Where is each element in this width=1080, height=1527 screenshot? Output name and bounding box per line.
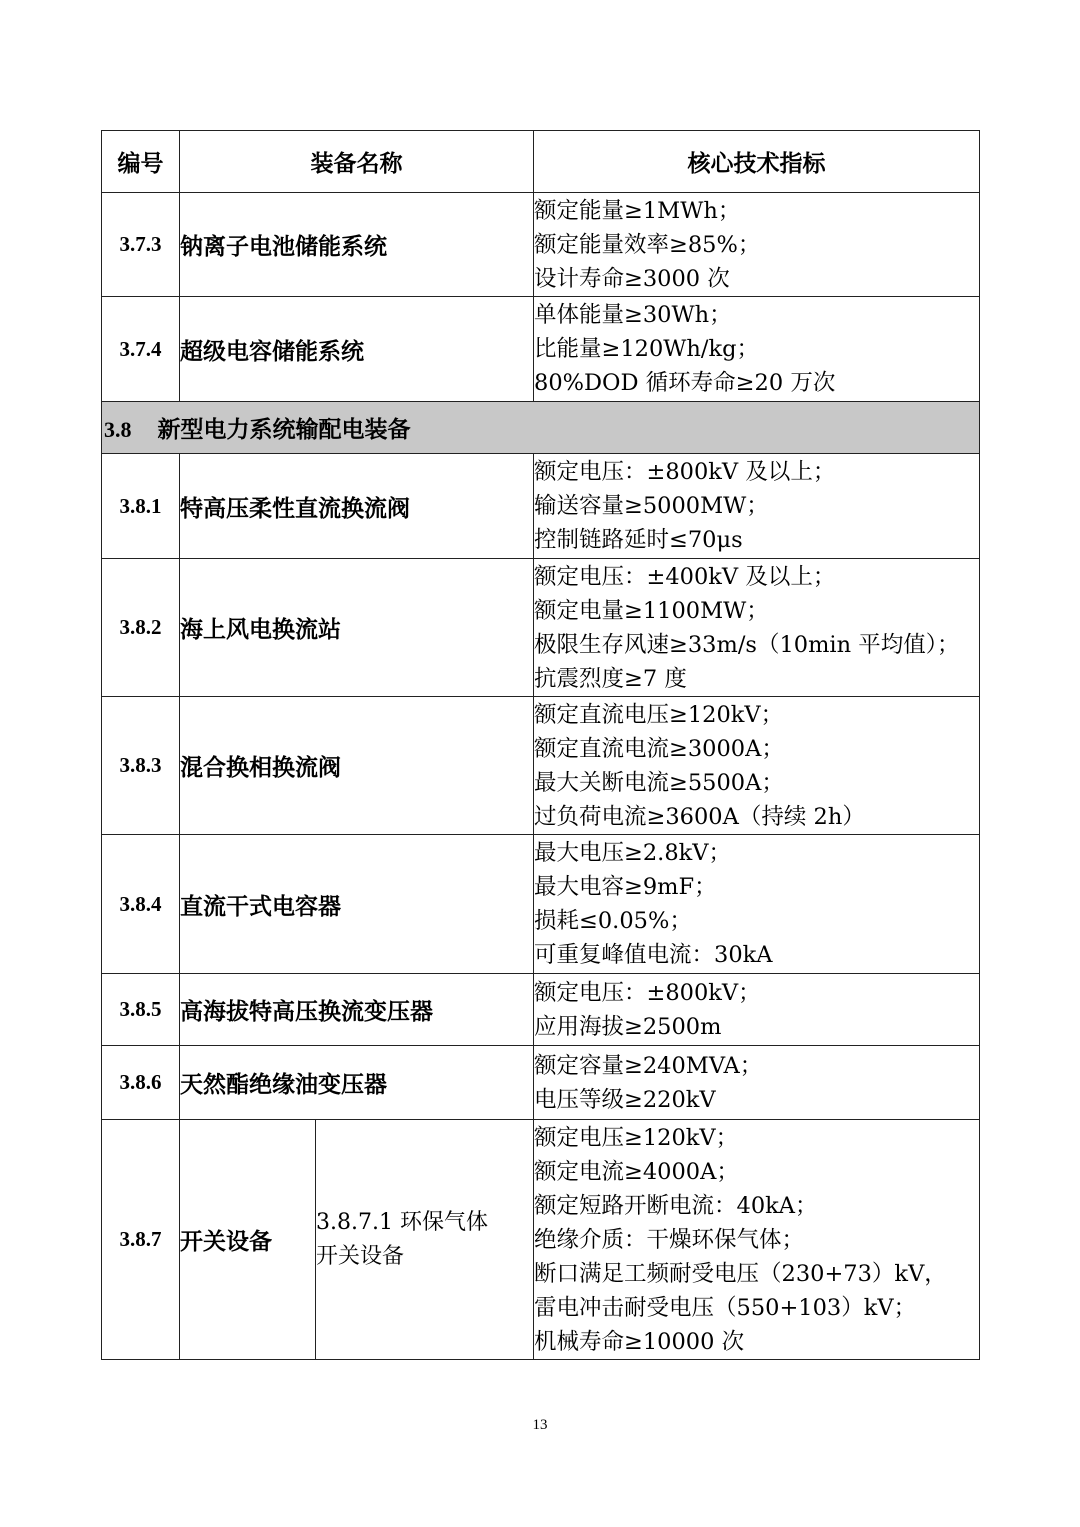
spec-line: 额定电压：±800kV； (534, 979, 761, 1006)
spec-line: 可重复峰值电流：30kA (534, 942, 773, 968)
spec-line: 最大关断电流≥5500A； (534, 769, 784, 796)
row-specs (534, 297, 980, 402)
table-row (102, 193, 980, 297)
table-row (102, 454, 980, 559)
spec-line: 额定电压：±800kV 及以上； (534, 459, 836, 485)
spec-line: 抗震烈度≥7 度 (534, 665, 687, 692)
row-specs (534, 697, 980, 835)
row-specs (534, 974, 980, 1046)
spec-line: 最大电容≥9mF； (534, 874, 717, 900)
table-row (102, 559, 980, 697)
spec-line: 最大电压≥2.8kV； (534, 840, 732, 866)
spec-line: 额定电压：±400kV 及以上； (534, 563, 836, 590)
row-code: 3.8.5 (102, 974, 180, 1046)
section-row (102, 402, 980, 454)
row-code: 3.8.7 (102, 1120, 180, 1360)
row-name: 直流干式电容器 (180, 835, 534, 974)
spec-line: 比能量≥120Wh/kg； (534, 336, 760, 362)
row-name: 天然酯绝缘油变压器 (180, 1046, 534, 1120)
spec-line: 额定直流电压≥120kV； (534, 701, 784, 728)
equipment-spec-table (101, 130, 980, 1360)
row-name: 海上风电换流站 (180, 559, 534, 697)
row-specs (534, 835, 980, 974)
spec-line: 额定短路开断电流：40kA； (534, 1192, 818, 1219)
spec-line: 输送容量≥5000MW； (534, 493, 769, 519)
row-code: 3.7.3 (102, 193, 180, 297)
table-row (102, 1120, 980, 1360)
spec-line: 应用海拔≥2500m (534, 1013, 722, 1040)
row-specs (534, 1046, 980, 1120)
row-specs (534, 559, 980, 697)
subitem-line: 开关设备 (316, 1243, 405, 1269)
table-row (102, 974, 980, 1046)
row-code: 3.8.3 (102, 697, 180, 835)
spec-line: 额定电压≥120kV； (534, 1124, 739, 1151)
spec-line: 断口满足工频耐受电压（230+73）kV， (534, 1260, 947, 1287)
table-row (102, 1046, 980, 1120)
spec-line: 损耗≤0.05%； (534, 908, 692, 934)
row-code: 3.8.4 (102, 835, 180, 974)
spec-line: 额定电量≥1100MW； (534, 597, 769, 624)
table-row (102, 697, 980, 835)
header-code: 编号 (102, 131, 180, 193)
spec-line: 设计寿命≥3000 次 (534, 265, 730, 292)
spec-line: 控制链路延时≤70μs (534, 527, 743, 553)
row-code: 3.8.6 (102, 1046, 180, 1120)
row-specs (534, 454, 980, 559)
spec-line: 雷电冲击耐受电压（550+103）kV； (534, 1294, 917, 1321)
table-header-row (102, 131, 980, 193)
row-name: 钠离子电池储能系统 (180, 193, 534, 297)
spec-line: 额定容量≥240MVA； (534, 1052, 763, 1079)
row-specs (534, 193, 980, 297)
header-equipment-name: 装备名称 (180, 131, 534, 193)
row-specs (534, 1120, 980, 1360)
spec-line: 电压等级≥220kV (534, 1086, 716, 1113)
section-heading (102, 402, 980, 454)
section-title: 新型电力系统输配电装备 (157, 416, 411, 443)
page-number: 13 (532, 1417, 548, 1433)
spec-line: 额定能量效率≥85%； (534, 231, 761, 258)
spec-line: 绝缘介质：干燥环保气体； (534, 1226, 805, 1253)
row-name: 开关设备 (180, 1120, 316, 1360)
spec-line: 极限生存风速≥33m/s（10min 平均值）； (534, 631, 960, 658)
spec-line: 单体能量≥30Wh； (534, 302, 732, 328)
row-name: 混合换相换流阀 (180, 697, 534, 835)
spec-line: 额定电流≥4000A； (534, 1158, 739, 1185)
row-name: 高海拔特高压换流变压器 (180, 974, 534, 1046)
table-row (102, 297, 980, 402)
header-core-specs: 核心技术指标 (534, 131, 980, 193)
row-name: 超级电容储能系统 (180, 297, 534, 402)
table-row (102, 835, 980, 974)
subitem-line: 3.8.7.1 环保气体 (316, 1209, 488, 1235)
row-name: 特高压柔性直流换流阀 (180, 454, 534, 559)
row-code: 3.7.4 (102, 297, 180, 402)
row-code: 3.8.2 (102, 559, 180, 697)
spec-line: 80%DOD 循环寿命≥20 万次 (534, 370, 836, 396)
row-subitem (316, 1120, 534, 1360)
spec-line: 过负荷电流≥3600A（持续 2h） (534, 803, 865, 830)
spec-line: 额定能量≥1MWh； (534, 197, 741, 224)
spec-line: 额定直流电流≥3000A； (534, 735, 784, 762)
section-number: 3.8 (104, 417, 132, 442)
row-code: 3.8.1 (102, 454, 180, 559)
spec-line: 机械寿命≥10000 次 (534, 1328, 745, 1355)
